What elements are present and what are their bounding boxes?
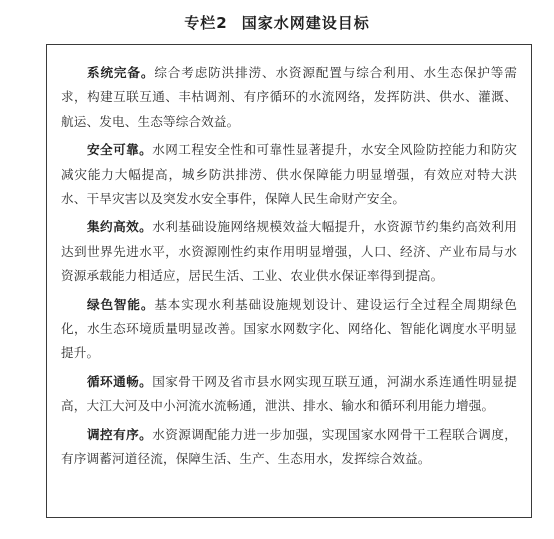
paragraph-heading: 系统完备。 — [87, 65, 155, 80]
paragraph-heading: 循环通畅。 — [87, 373, 153, 389]
column-label: 专栏2 — [184, 14, 228, 32]
page-title — [0, 12, 554, 33]
paragraph-heading: 安全可靠。 — [87, 142, 153, 158]
content-box — [46, 44, 532, 518]
paragraph-body: 水网工程安全性和可靠性显著提升，水安全风险防控能力和防灾减灾能力大幅提高，城乡防洪排涝、供水保障能力明显增强，有效应对特大洪水、干旱灾害以及突发水安全事件，保障人民生命财产安全。 — [61, 142, 518, 207]
paragraph-body: 基本实现水利基础设施规划设计、建设运行全过程全周期绿色化，水生态环境质量明显改善。国家水网数字化、网络化、智能化调度水平明显提升。 — [61, 296, 518, 361]
paragraph-heading: 绿色智能。 — [87, 296, 155, 312]
paragraph-intensive-efficient — [61, 215, 517, 288]
paragraph-body: 水资源调配能力进一步加强，实现国家水网骨干工程联合调度，有序调蓄河道径流，保障生活、生产、生态用水，发挥综合效益。 — [61, 426, 518, 467]
paragraph-safe-reliable — [61, 138, 517, 211]
paragraph-heading: 调控有序。 — [87, 426, 153, 442]
paragraph-heading: 集约高效。 — [87, 219, 153, 235]
paragraph-circulation-smooth — [61, 370, 517, 419]
paragraph-body: 水利基础设施网络规模效益大幅提升，水资源节约集约高效利用达到世界先进水平，水资源刚性约束作用明显增强，人口、经济、产业布局与水资源承载能力相适应，居民生活、工业、农业供水保证率得到提高。 — [61, 219, 518, 284]
paragraph-orderly-regulation — [61, 423, 517, 472]
paragraph-system-complete — [61, 61, 517, 134]
column-title: 国家水网建设目标 — [241, 14, 370, 32]
paragraph-green-smart — [61, 293, 517, 366]
paragraph-body: 国家骨干网及省市县水网实现互联互通，河湖水系连通性明显提高，大江大河及中小河流水流畅通，泄洪、排水、输水和循环利用能力增强。 — [61, 373, 518, 414]
paragraph-body: 综合考虑防洪排涝、水资源配置与综合利用、水生态保护等需求，构建互联互通、丰枯调剂、有序循环的水流网络，发挥防洪、供水、灌溉、航运、发电、生态等综合效益。 — [61, 65, 518, 129]
